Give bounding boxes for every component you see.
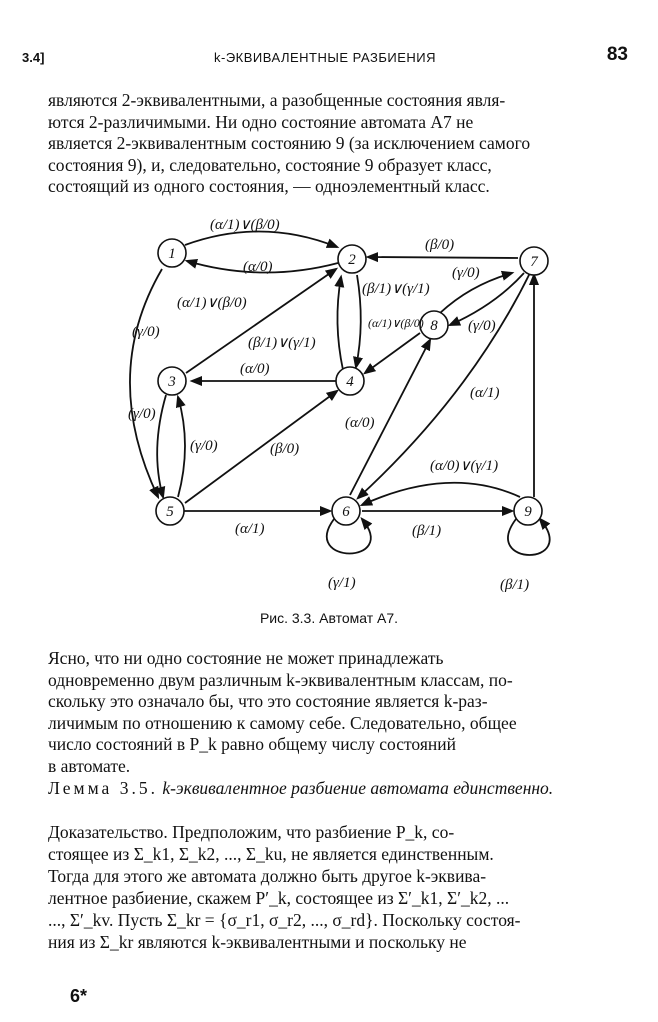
- text-line: является 2-эквивалентным состоянию 9 (за исключением самого: [48, 133, 531, 153]
- text-line: лентное разбиение, скажем P′_k, состоящее из Σ′_k1, Σ′_k2, ...: [48, 888, 510, 908]
- lemma-label: Лемма 3.5.: [48, 778, 158, 798]
- text-line: в автомате.: [48, 755, 131, 776]
- node-label: 9: [524, 504, 532, 520]
- text-line: Тогда для этого же автомата должно быть другое k-эквива-: [48, 866, 487, 886]
- node-label: 7: [530, 254, 538, 270]
- text-line: личимым по отношению к самому себе. Следовательно, общее: [48, 712, 517, 733]
- edge-3-5: [157, 395, 166, 497]
- paragraph-top: [48, 90, 608, 198]
- node-label: 6: [342, 504, 350, 520]
- node-label: 2: [348, 252, 356, 268]
- node-label: 1: [168, 246, 176, 262]
- edge-label: (α/1)∨(β/0): [210, 217, 280, 233]
- edge-label: (γ/0): [128, 406, 156, 422]
- text-line: ются 2-различимыми. Ни одно состояние автомата A7 не: [48, 111, 474, 132]
- edge-1-2: [185, 231, 337, 247]
- edge-label: (β/0): [425, 237, 455, 253]
- text-line: ния из Σ_kr являются k-эквивалентными и поскольку не: [48, 932, 467, 952]
- text-line: состоящий из одного состояния, — одноэлементный класс.: [48, 176, 490, 196]
- page-header: [22, 44, 628, 70]
- edge-label: (β/0): [270, 441, 300, 457]
- edge-7-2: [368, 257, 518, 258]
- running-title: k-ЭКВИВАЛЕНТНЫЕ РАЗБИЕНИЯ: [213, 50, 436, 65]
- node-label: 8: [430, 318, 438, 334]
- node-label: 3: [168, 374, 176, 390]
- edge-4-2: [337, 277, 343, 370]
- edge-label: (γ/0): [132, 324, 160, 340]
- node-label: 5: [166, 504, 174, 520]
- text-line: состояния 9), и, следовательно, состояние 9 образует класс,: [48, 154, 492, 175]
- edge-label: (α/1): [235, 521, 265, 537]
- edge-label: (α/0): [240, 361, 270, 377]
- edge-label: (γ/0): [468, 318, 496, 334]
- text-line: скольку это означало бы, что это состояние является k-раз-: [48, 691, 488, 711]
- edge-label: (γ/1): [328, 575, 356, 591]
- edge-label: (β/1)∨(γ/1): [248, 335, 316, 351]
- text-line: Ясно, что ни одно состояние не может принадлежать: [48, 648, 444, 668]
- figure-caption: Рис. 3.3. Автомат A7.: [259, 610, 399, 626]
- lemma-text: k-эквивалентное разбиение автомата единственно.: [162, 778, 554, 798]
- paragraph-mid: [48, 648, 608, 777]
- section-number: 3.4]: [22, 50, 45, 65]
- text-line: являются 2-эквивалентными, а разобщенные состояния явля-: [48, 90, 506, 110]
- edge-label: (α/0)∨(γ/1): [430, 458, 499, 474]
- text-line: число состояний в P_k равно общему числу состояний: [48, 734, 456, 754]
- edge-label: (γ/0): [190, 438, 218, 454]
- edge-label: (α/1)∨(β/0): [368, 316, 424, 330]
- edge-label: (β/1): [500, 577, 530, 593]
- edge-label: (β/1)∨(γ/1): [362, 281, 430, 297]
- lemma-block: [48, 778, 608, 799]
- automaton-diagram: [0, 205, 658, 605]
- edge-3-2: [186, 269, 336, 373]
- edge-label: (γ/0): [452, 265, 480, 281]
- edge-9-6: [362, 483, 520, 505]
- edge-5-3: [178, 397, 185, 497]
- text-line: стоящее из Σ_k1, Σ_k2, ..., Σ_ku, не является единственным.: [48, 844, 494, 864]
- proof-block: [48, 821, 608, 953]
- edge-8-4: [365, 333, 420, 373]
- edge-label: (β/1): [412, 523, 442, 539]
- page-number: 83: [606, 44, 628, 65]
- edge-2-4: [356, 275, 361, 367]
- edge-label: (α/1)∨(β/0): [177, 295, 247, 311]
- node-label: 4: [346, 374, 354, 390]
- signature-mark: 6*: [70, 986, 88, 1006]
- text-line: ..., Σ′_kv. Пусть Σ_kr = {σ_r1, σ_r2, ..., σ_rd}. Поскольку состоя-: [48, 910, 521, 930]
- text-line: одновременно двум различным k-эквивалентным классам, по-: [48, 669, 513, 690]
- edge-label: (α/0): [243, 259, 273, 275]
- text-line: Доказательство. Предположим, что разбиение P_k, со-: [48, 822, 455, 842]
- edge-label: (α/0): [345, 415, 375, 431]
- edge-label: (α/1): [470, 385, 500, 401]
